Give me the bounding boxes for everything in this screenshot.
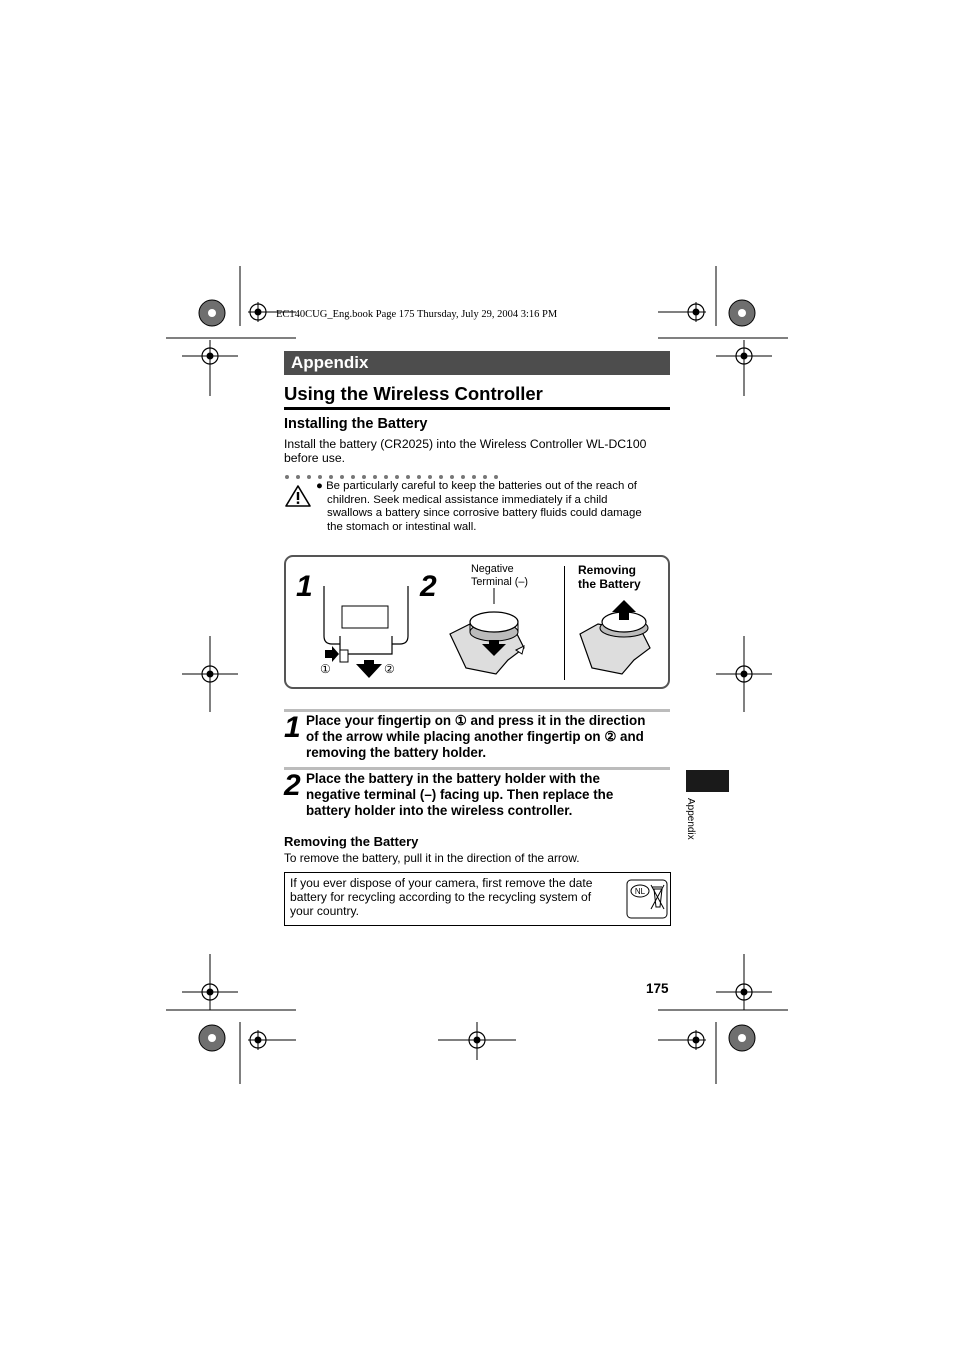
removing-heading: Removing the Battery xyxy=(284,834,419,849)
installing-intro-line-1: Install the battery (CR2025) into the Wireless Controller WL-DC100 xyxy=(284,437,647,451)
step-2-line-3: battery holder into the wireless controller. xyxy=(306,803,573,818)
notice-text xyxy=(290,876,618,918)
disposal-notice xyxy=(284,872,671,926)
side-tab-label: Appendix xyxy=(685,798,696,840)
step-2-text xyxy=(306,771,670,819)
warning-triangle-icon xyxy=(284,484,312,508)
nl-badge: NL xyxy=(634,887,646,896)
caution-line-2: children. Seek medical assistance immediately if a child xyxy=(327,493,608,506)
removing-label-line-1: Removing xyxy=(578,563,637,577)
caution-line-3: swallows a battery since corrosive battery fluids could damage xyxy=(327,507,642,520)
installing-intro-line-2: before use. xyxy=(284,451,345,465)
figure-step-2-number: 2 xyxy=(420,570,437,603)
caution-text xyxy=(316,480,666,535)
notice-line-1: If you ever dispose of your camera, first remove the date xyxy=(290,876,593,890)
page-number: 175 xyxy=(646,981,669,996)
title-rule xyxy=(284,407,670,410)
step-2-line-2: negative terminal (–) facing up. Then replace the xyxy=(306,787,614,802)
step-1-line-3: removing the battery holder. xyxy=(306,745,487,760)
section-title: Appendix xyxy=(291,353,369,372)
removing-label-line-2: the Battery xyxy=(578,577,641,591)
step-1-line-2: of the arrow while placing another fingertip on ② and xyxy=(306,729,644,744)
step-2-line-1: Place the battery in the battery holder with the xyxy=(306,771,600,786)
battery-holder-remove-illustration xyxy=(576,598,660,680)
step-1-text xyxy=(306,713,670,761)
figure-divider xyxy=(564,566,565,680)
removing-battery-label xyxy=(578,563,641,591)
page-title: Using the Wireless Controller xyxy=(284,383,543,404)
book-header: EC140CUG_Eng.book Page 175 Thursday, July 29, 2004 3:16 PM xyxy=(276,309,558,320)
side-tab xyxy=(686,770,729,792)
marker-2: ② xyxy=(384,662,395,676)
caution-line-4: the stomach or intestinal wall. xyxy=(327,521,477,534)
figure-step-1-number: 1 xyxy=(296,570,313,603)
step-1-number: 1 xyxy=(284,711,301,744)
notice-line-2: battery for recycling according to the recycling system of xyxy=(290,890,592,904)
step-2-rule xyxy=(284,767,670,770)
negative-label-line-1: Negative xyxy=(471,563,514,575)
notice-line-3: your country. xyxy=(290,904,360,918)
removing-text: To remove the battery, pull it in the direction of the arrow. xyxy=(284,851,580,865)
bullet-icon: ● xyxy=(316,480,323,492)
step-1-rule xyxy=(284,709,670,712)
section-bar xyxy=(284,351,670,375)
step-2-number: 2 xyxy=(284,769,301,802)
recycling-bin-icon xyxy=(626,879,668,919)
caution-line-1: ● Be particularly careful to keep the batteries out of the reach of xyxy=(316,480,637,492)
controller-illustration xyxy=(320,586,420,682)
step-1-line-1: Place your fingertip on ① and press it in the direction xyxy=(306,713,646,728)
battery-holder-insert-illustration xyxy=(446,588,556,680)
negative-terminal-label xyxy=(471,563,528,589)
marker-1: ① xyxy=(320,662,331,676)
negative-label-line-2: Terminal (–) xyxy=(471,576,528,588)
installing-heading: Installing the Battery xyxy=(284,416,428,432)
